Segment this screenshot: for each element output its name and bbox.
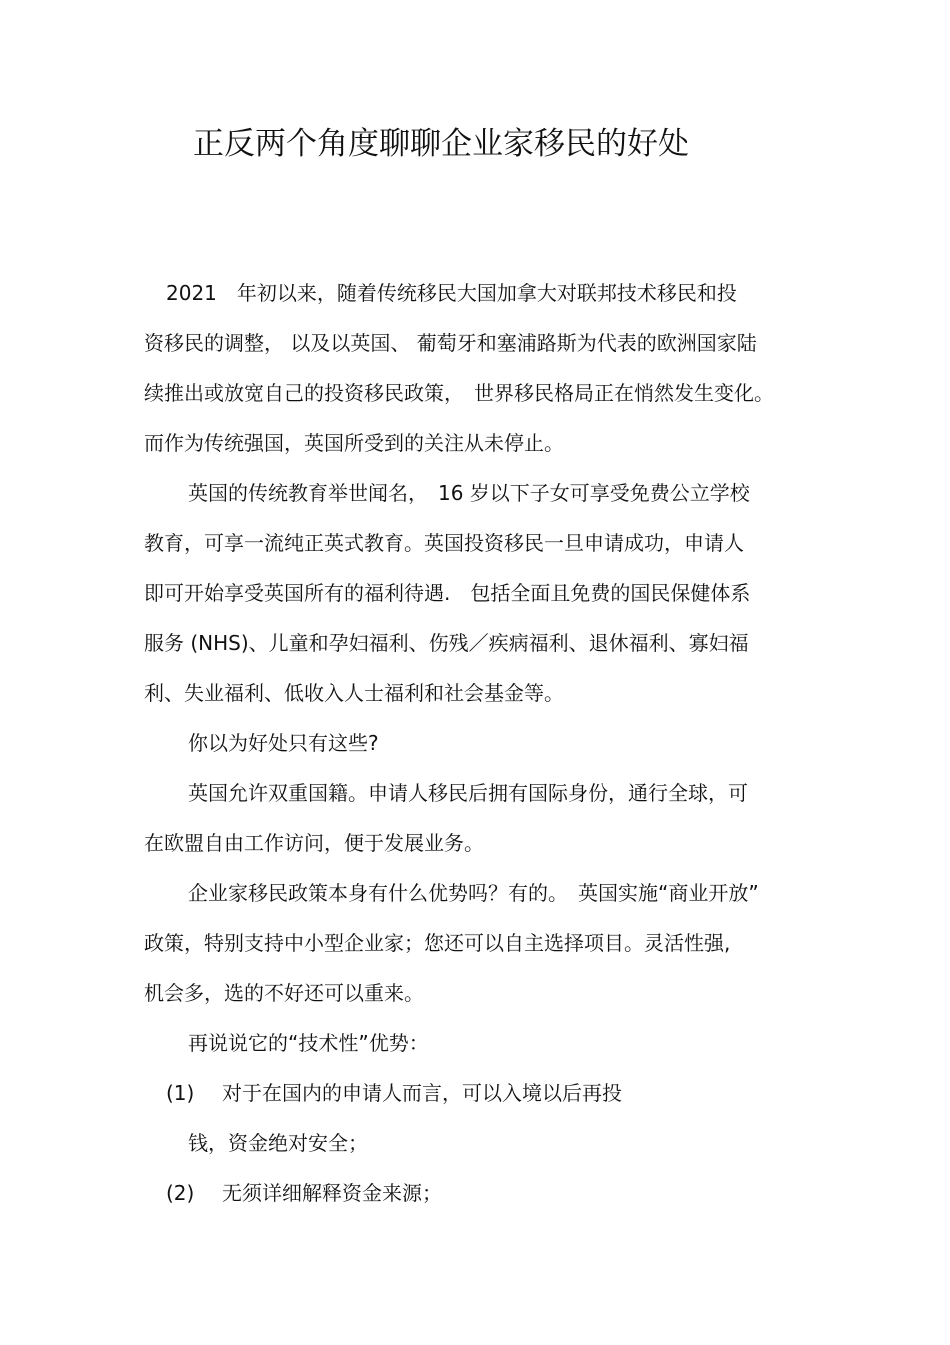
paragraph-5-line-2: 政策，特别支持中小型企业家；您还可以自主选择项目。灵活性强, <box>144 931 731 955</box>
paragraph-2-line-5: 利、失业福利、低收入人士福利和社会基金等。 <box>144 681 564 705</box>
paragraph-5-line-3: 机会多，选的不好还可以重来。 <box>144 981 424 1005</box>
document-title: 正反两个角度聊聊企业家移民的好处 <box>193 126 689 162</box>
list-item-1-marker: (1) <box>166 1081 195 1105</box>
paragraph-1-line-3: 续推出或放宽自己的投资移民政策， 世界移民格局正在悄然发生变化。 <box>144 381 774 405</box>
paragraph-2-line-2: 教育，可享一流纯正英式教育。英国投资移民一旦申请成功，申请人 <box>144 531 744 555</box>
paragraph-4-line-1: 英国允许双重国籍。申请人移民后拥有国际身份，通行全球，可 <box>188 781 748 805</box>
paragraph-1-line-1: 2021 年初以来，随着传统移民大国加拿大对联邦技术移民和投 <box>166 281 737 305</box>
paragraph-2-line-4: 服务 (NHS)、儿童和孕妇福利、伤残／疾病福利、退休福利、寡妇福 <box>144 631 749 655</box>
paragraph-1-line-2: 资移民的调整， 以及以英国、 葡萄牙和塞浦路斯为代表的欧洲国家陆 <box>144 331 757 355</box>
paragraph-5-line-1: 企业家移民政策本身有什么优势吗？有的。 英国实施“商业开放” <box>188 881 759 905</box>
paragraph-1-line-4: 而作为传统强国，英国所受到的关注从未停止。 <box>144 431 564 455</box>
paragraph-2-line-3: 即可开始享受英国所有的福利待遇. 包括全面且免费的国民保健体系 <box>144 581 751 605</box>
list-item-1-line-1: 对于在国内的申请人而言，可以入境以后再投 <box>222 1081 622 1105</box>
paragraph-3-line-1: 你以为好处只有这些? <box>188 731 379 755</box>
list-item-2-line-1: 无须详细解释资金来源； <box>222 1181 442 1205</box>
list-item-1-line-2: 钱，资金绝对安全； <box>188 1131 368 1155</box>
paragraph-4-line-2: 在欧盟自由工作访问，便于发展业务。 <box>144 831 484 855</box>
list-item-2-marker: (2) <box>166 1181 195 1205</box>
paragraph-2-line-1: 英国的传统教育举世闻名， 16 岁以下子女可享受免费公立学校 <box>188 481 750 505</box>
paragraph-6-line-1: 再说说它的“技术性”优势： <box>188 1031 429 1055</box>
